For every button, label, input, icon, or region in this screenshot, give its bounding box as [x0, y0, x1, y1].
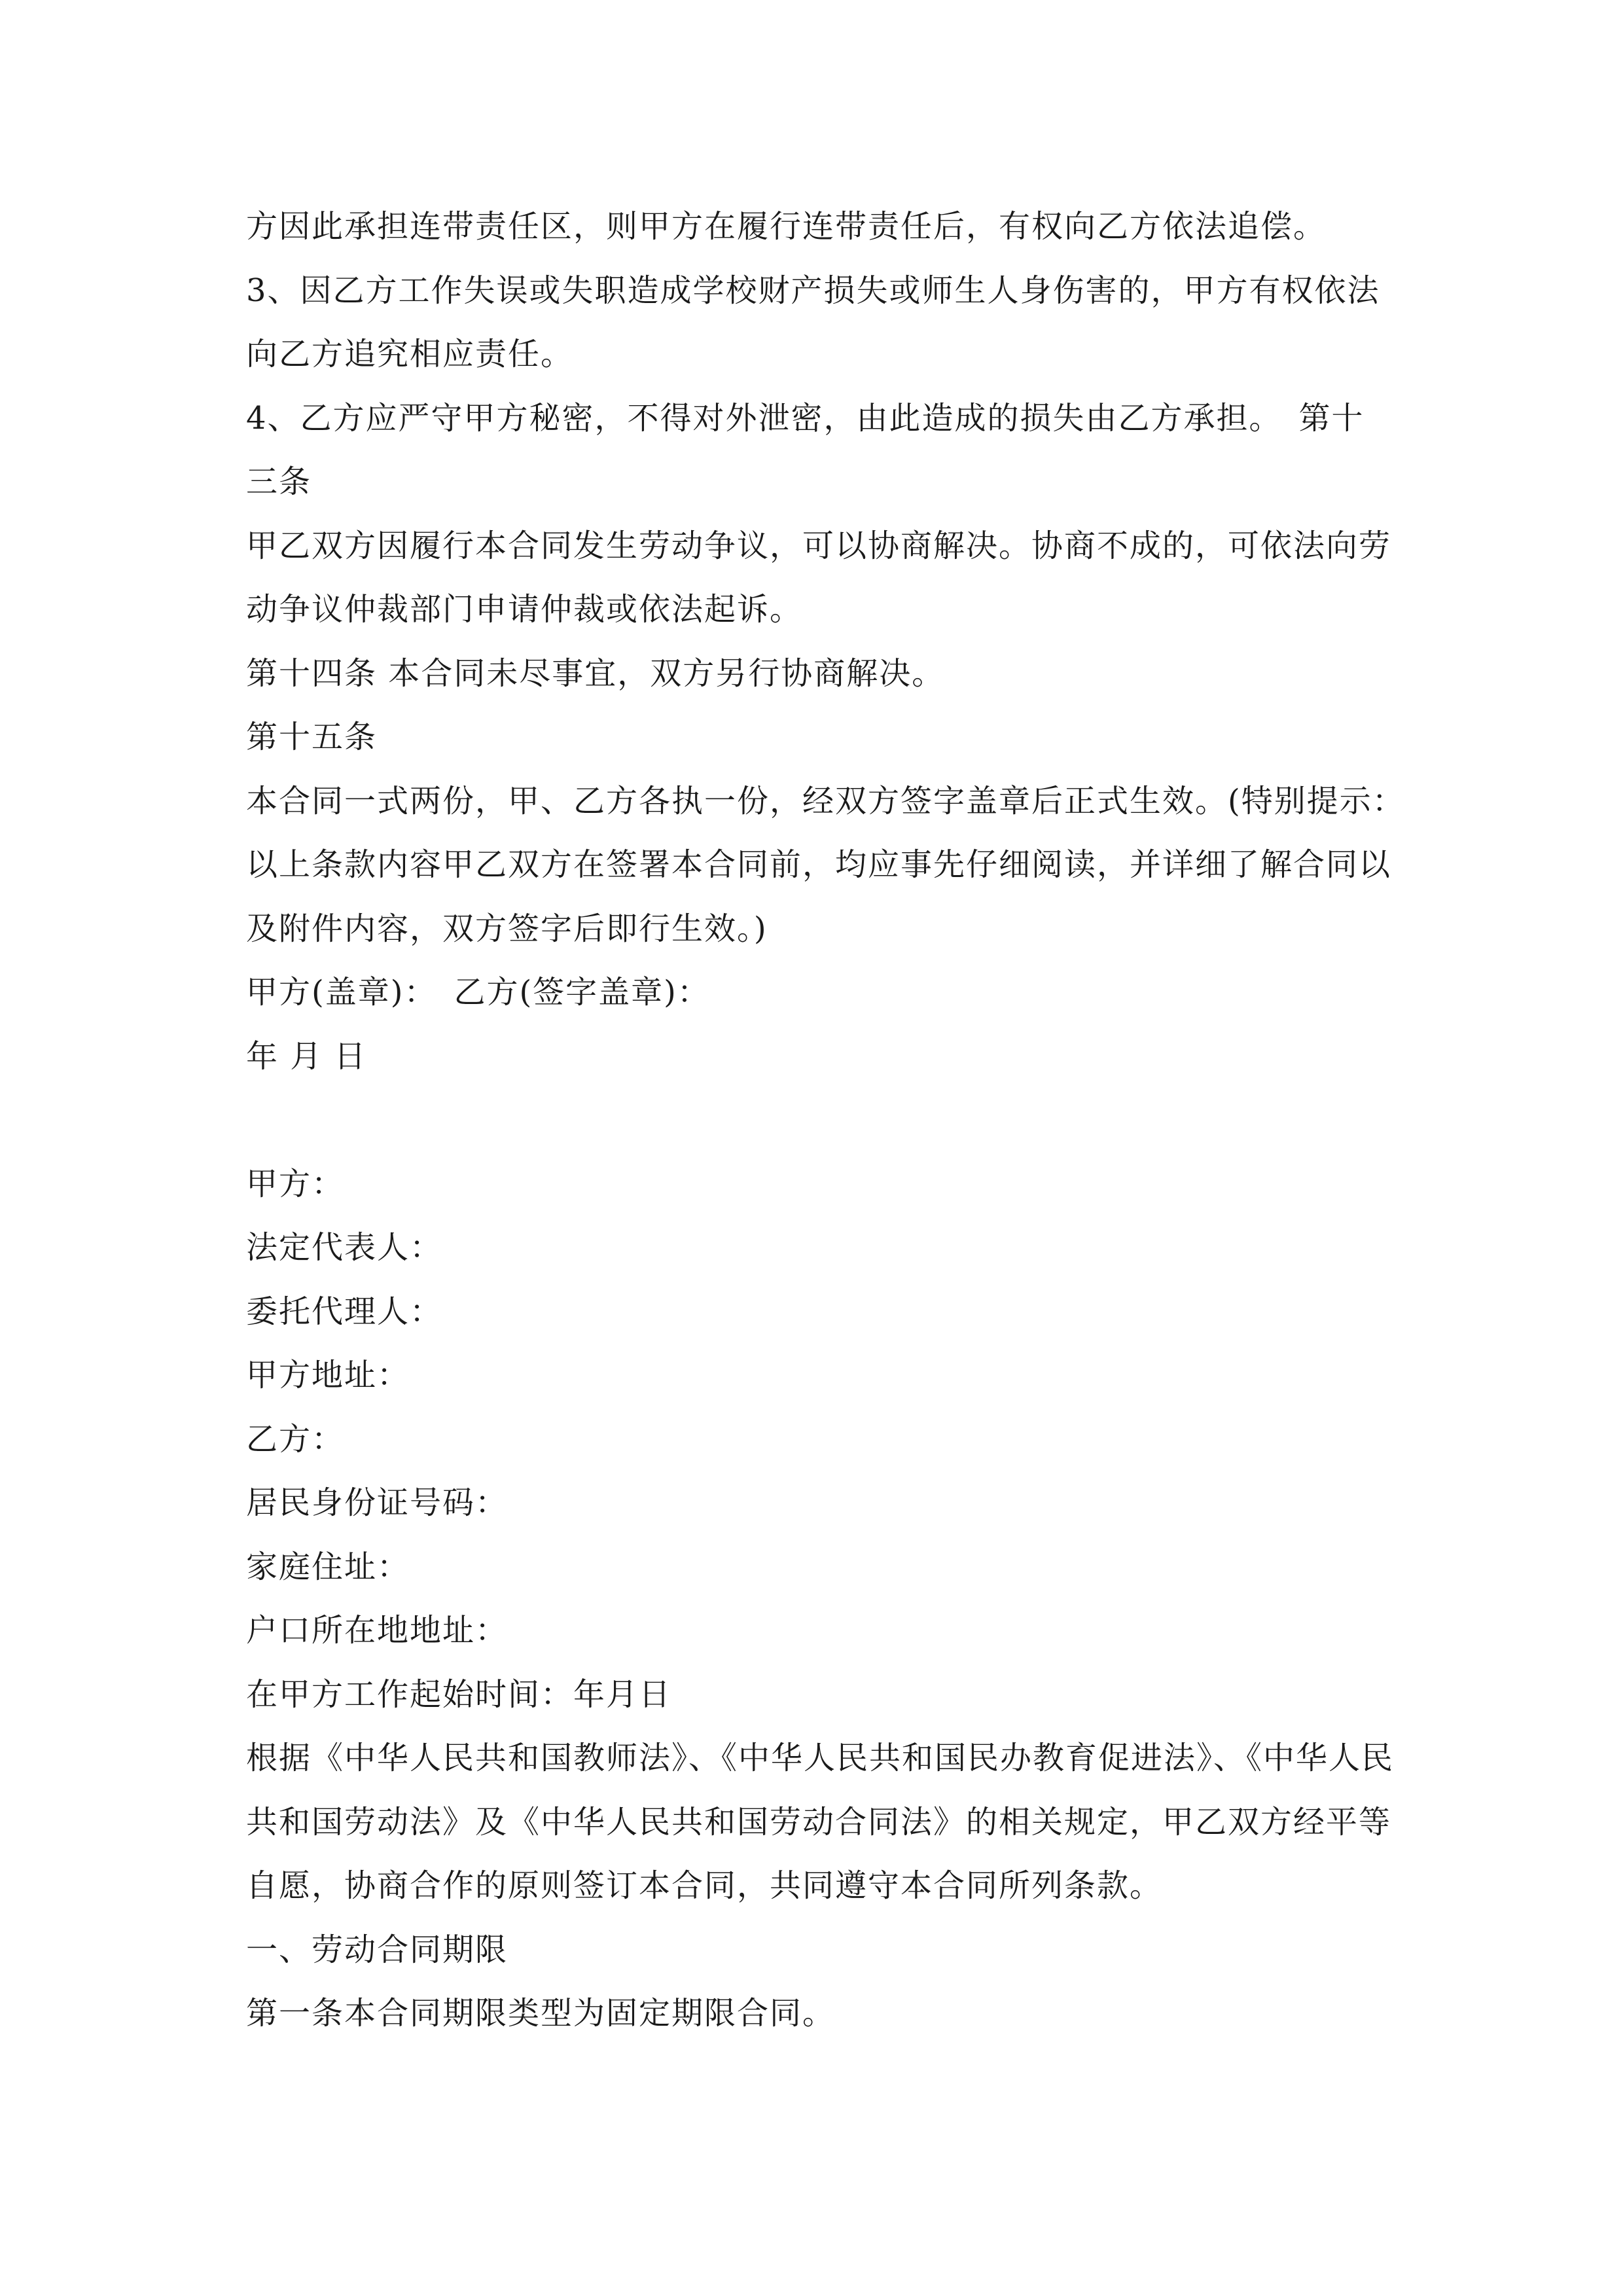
article-15-heading: 第十五条 [246, 719, 378, 755]
home-address-field: 家庭住址： [246, 1548, 410, 1585]
paragraph-line: 4、乙方应严守甲方秘密，不得对外泄密，由此造成的损失由乙方承担。 第十 [246, 399, 1364, 437]
article-14-line: 第十四条 本合同未尽事宜，双方另行协商解决。 [246, 655, 945, 692]
paragraph-line: 向乙方追究相应责任。 [246, 336, 574, 372]
paragraph-line: 根据《中华人民共和国教师法》、《中华人民共和国民办教育促进法》、《中华人民 [246, 1740, 1395, 1776]
start-date-field: 在甲方工作起始时间：年月日 [246, 1676, 672, 1713]
paragraph-line: 方因此承担连带责任区，则甲方在履行连带责任后，有权向乙方依法追偿。 [246, 208, 1327, 245]
paragraph-line: 甲乙双方因履行本合同发生劳动争议，可以协商解决。协商不成的，可依法向劳 [246, 527, 1392, 564]
paragraph-line: 3、因乙方工作失误或失职造成学校财产损失或师生人身伤害的，甲方有权依法 [246, 272, 1380, 309]
date-line: 年 月 日 [246, 1037, 367, 1075]
section-heading: 一、劳动合同期限 [246, 1931, 508, 1968]
party-a-field: 甲方： [246, 1165, 345, 1202]
paragraph-line: 及附件内容，双方签字后即行生效。) [246, 910, 768, 947]
household-address-field: 户口所在地地址： [246, 1612, 508, 1649]
party-b-field: 乙方： [246, 1420, 345, 1458]
legal-representative-field: 法定代表人： [246, 1229, 443, 1266]
paragraph-line: 三条 [246, 463, 312, 500]
paragraph-line: 共和国劳动法》及《中华人民共和国劳动合同法》的相关规定，甲乙双方经平等 [246, 1803, 1392, 1840]
paragraph-line: 自愿，协商合作的原则签订本合同，共同遵守本合同所列条款。 [246, 1867, 1163, 1904]
id-number-field: 居民身份证号码： [246, 1484, 508, 1521]
paragraph-line: 以上条款内容甲乙双方在签署本合同前，均应事先仔细阅读，并详细了解合同以 [246, 846, 1392, 883]
signature-line: 甲方(盖章)： 乙方(签字盖章)： [246, 974, 710, 1011]
document-body [246, 195, 1405, 2046]
section-gap [246, 1088, 1385, 1153]
authorized-agent-field: 委托代理人： [246, 1293, 443, 1330]
party-a-address-field: 甲方地址： [246, 1357, 410, 1393]
article-1-line: 第一条本合同期限类型为固定期限合同。 [246, 1995, 836, 2032]
paragraph-line: 动争议仲裁部门申请仲裁或依法起诉。 [246, 591, 803, 628]
paragraph-line: 本合同一式两份，甲、乙方各执一份，经双方签字盖章后正式生效。(特别提示： [246, 782, 1405, 819]
